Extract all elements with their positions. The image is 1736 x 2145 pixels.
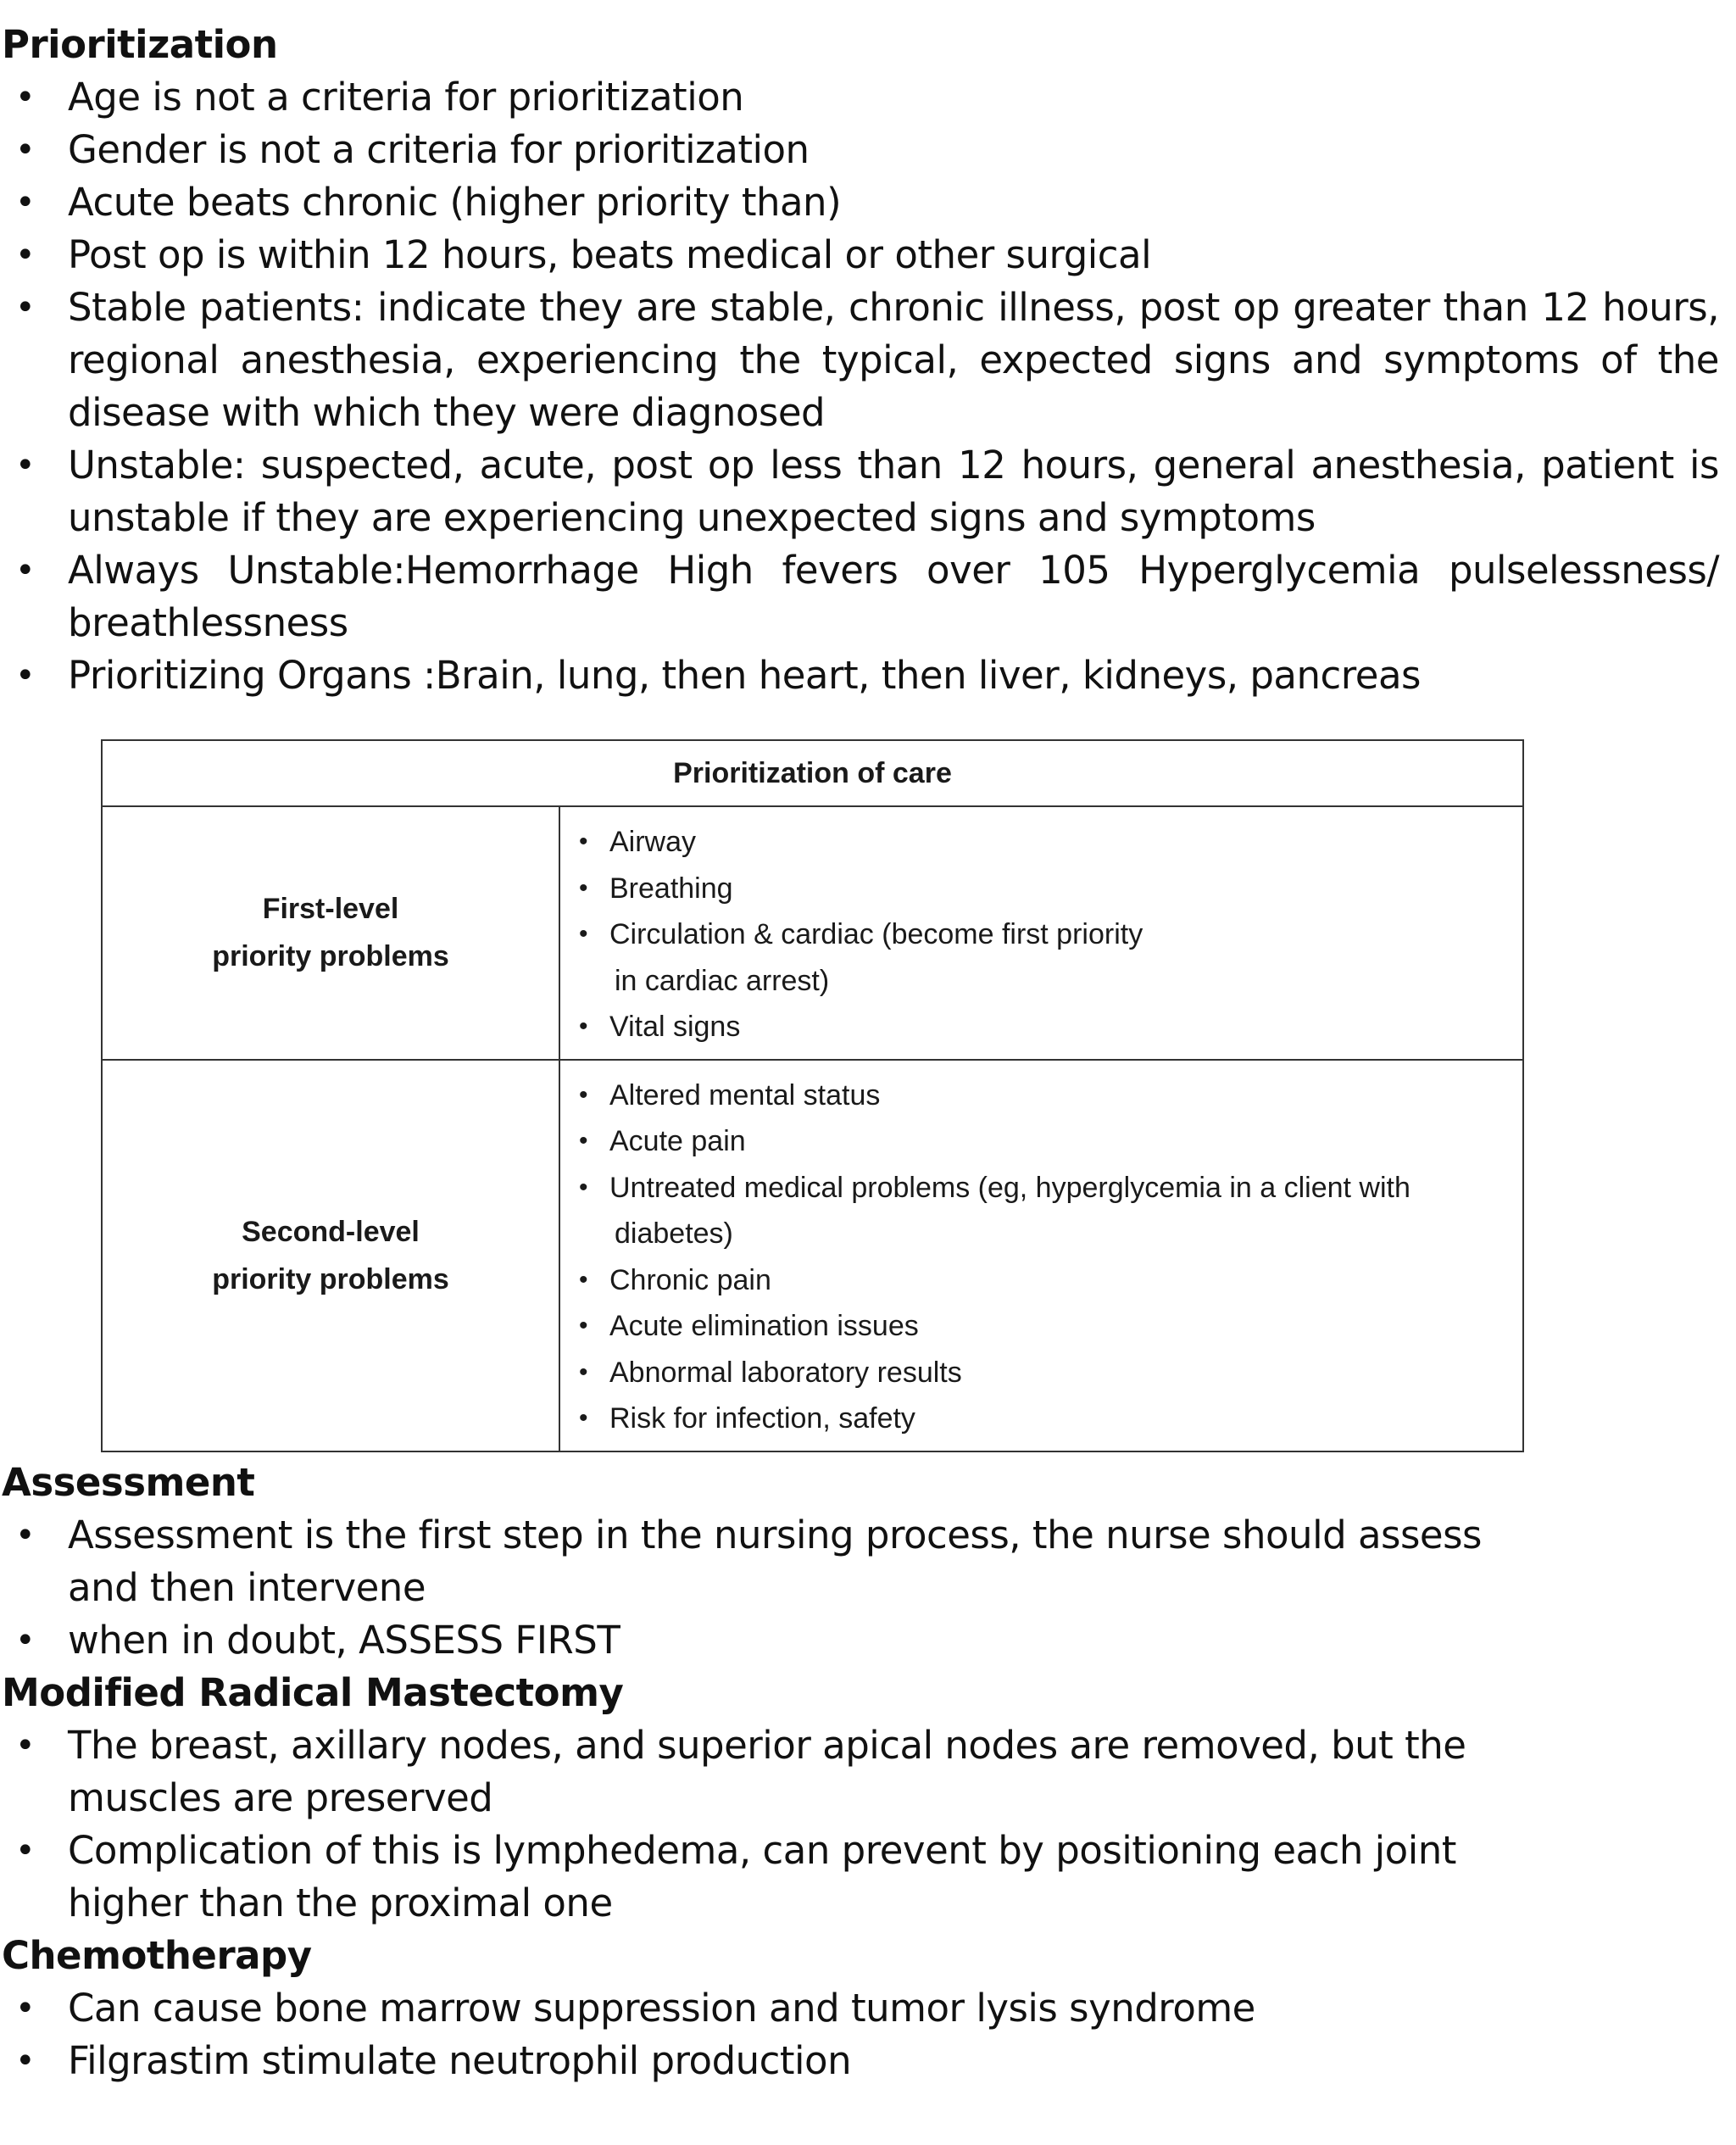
second-level-items bbox=[559, 1060, 1523, 1451]
prioritization-of-care-table bbox=[101, 739, 1524, 1452]
list-item: • Chronic pain bbox=[579, 1257, 1522, 1304]
bullet-icon: • bbox=[579, 1404, 588, 1432]
bullet-icon: • bbox=[579, 1080, 588, 1109]
bullet-icon: • bbox=[15, 2042, 36, 2081]
first-level-items bbox=[559, 806, 1523, 1060]
list-item: • when in doubt, ASSESS FIRST bbox=[0, 1614, 1560, 1667]
bullet-icon: • bbox=[15, 288, 36, 327]
bullet-icon: • bbox=[15, 131, 36, 170]
bullet-icon: • bbox=[579, 1012, 588, 1040]
bullet-icon: • bbox=[15, 78, 36, 117]
table-title: Prioritization of care bbox=[102, 740, 1523, 806]
list-item: • Always Unstable:Hemorrhage High fevers over 105 Hyperglycemia pulselessness/ breathlessness bbox=[0, 544, 1719, 649]
list-item: • Acute pain bbox=[579, 1118, 1522, 1165]
list-item: • Circulation & cardiac (become first priority in cardiac arrest) bbox=[579, 911, 1522, 1004]
mastectomy-heading: Modified Radical Mastectomy bbox=[2, 1670, 624, 1715]
second-level-list bbox=[579, 1072, 1522, 1442]
bullet-icon: • bbox=[15, 551, 36, 590]
list-item: • Altered mental status bbox=[579, 1072, 1522, 1119]
table-row bbox=[102, 1060, 1523, 1451]
chemotherapy-list bbox=[0, 1982, 1729, 2087]
bullet-icon: • bbox=[15, 1989, 36, 2028]
list-item: • Acute elimination issues bbox=[579, 1303, 1522, 1350]
list-item: • Filgrastim stimulate neutrophil production bbox=[0, 2035, 1560, 2087]
bullet-icon: • bbox=[15, 1831, 36, 1870]
bullet-icon: • bbox=[579, 1265, 588, 1294]
bullet-icon: • bbox=[579, 827, 588, 855]
bullet-icon: • bbox=[579, 873, 588, 902]
bullet-icon: • bbox=[579, 1127, 588, 1155]
first-level-list bbox=[579, 819, 1522, 1050]
list-item: • Prioritizing Organs :Brain, lung, then heart, then liver, kidneys, pancreas bbox=[0, 649, 1729, 702]
list-item: • Acute beats chronic (higher priority than) bbox=[0, 176, 1729, 229]
list-item: • Risk for infection, safety bbox=[579, 1396, 1522, 1442]
bullet-icon: • bbox=[579, 1312, 588, 1340]
list-item: • Unstable: suspected, acute, post op less than 12 hours, general anesthesia, patient is unstable if they are experiencing unexpected signs and symptoms bbox=[0, 439, 1719, 544]
list-item: • Untreated medical problems (eg, hyperglycemia in a client with diabetes) bbox=[579, 1165, 1522, 1257]
assessment-list bbox=[0, 1509, 1729, 1667]
list-item: • Complication of this is lymphedema, can prevent by positioning each joint higher than the proximal one bbox=[0, 1825, 1560, 1930]
list-item: • Stable patients: indicate they are stable, chronic illness, post op greater than 12 hours, regional anesthesia, experiencing the typical, expected signs and symptoms of the disease with which they were diagnosed bbox=[0, 281, 1719, 439]
table-header-row bbox=[102, 740, 1523, 806]
prioritization-section bbox=[0, 19, 1729, 702]
bullet-icon: • bbox=[15, 1621, 36, 1660]
table-row bbox=[102, 806, 1523, 1060]
list-item: • The breast, axillary nodes, and superior apical nodes are removed, but the muscles are preserved bbox=[0, 1719, 1560, 1825]
prioritization-heading: Prioritization bbox=[2, 22, 278, 67]
first-level-label: First-level priority problems bbox=[102, 806, 559, 1060]
list-item: • Assessment is the first step in the nursing process, the nurse should assess and then intervene bbox=[0, 1509, 1560, 1614]
list-item: • Post op is within 12 hours, beats medical or other surgical bbox=[0, 229, 1729, 281]
bullet-icon: • bbox=[15, 446, 36, 485]
list-item: • Can cause bone marrow suppression and tumor lysis syndrome bbox=[0, 1982, 1560, 2035]
list-item: • Age is not a criteria for prioritization bbox=[0, 71, 1729, 124]
bullet-icon: • bbox=[15, 656, 36, 695]
bullet-icon: • bbox=[579, 1357, 588, 1386]
list-item: • Abnormal laboratory results bbox=[579, 1350, 1522, 1396]
assessment-heading: Assessment bbox=[2, 1460, 255, 1505]
bullet-icon: • bbox=[15, 1726, 36, 1765]
bullet-icon: • bbox=[579, 920, 588, 948]
bullet-icon: • bbox=[15, 1516, 36, 1555]
list-item: • Airway bbox=[579, 819, 1522, 866]
bullet-icon: • bbox=[15, 236, 36, 275]
notes-lower-section bbox=[0, 1457, 1729, 2087]
bullet-icon: • bbox=[15, 183, 36, 222]
bullet-icon: • bbox=[579, 1173, 588, 1201]
list-item: • Gender is not a criteria for prioritization bbox=[0, 124, 1729, 176]
chemotherapy-heading: Chemotherapy bbox=[2, 1933, 312, 1978]
list-item: • Breathing bbox=[579, 866, 1522, 912]
second-level-label: Second-level priority problems bbox=[102, 1060, 559, 1451]
prioritization-list bbox=[0, 71, 1729, 702]
mastectomy-list bbox=[0, 1719, 1729, 1930]
list-item: • Vital signs bbox=[579, 1004, 1522, 1050]
